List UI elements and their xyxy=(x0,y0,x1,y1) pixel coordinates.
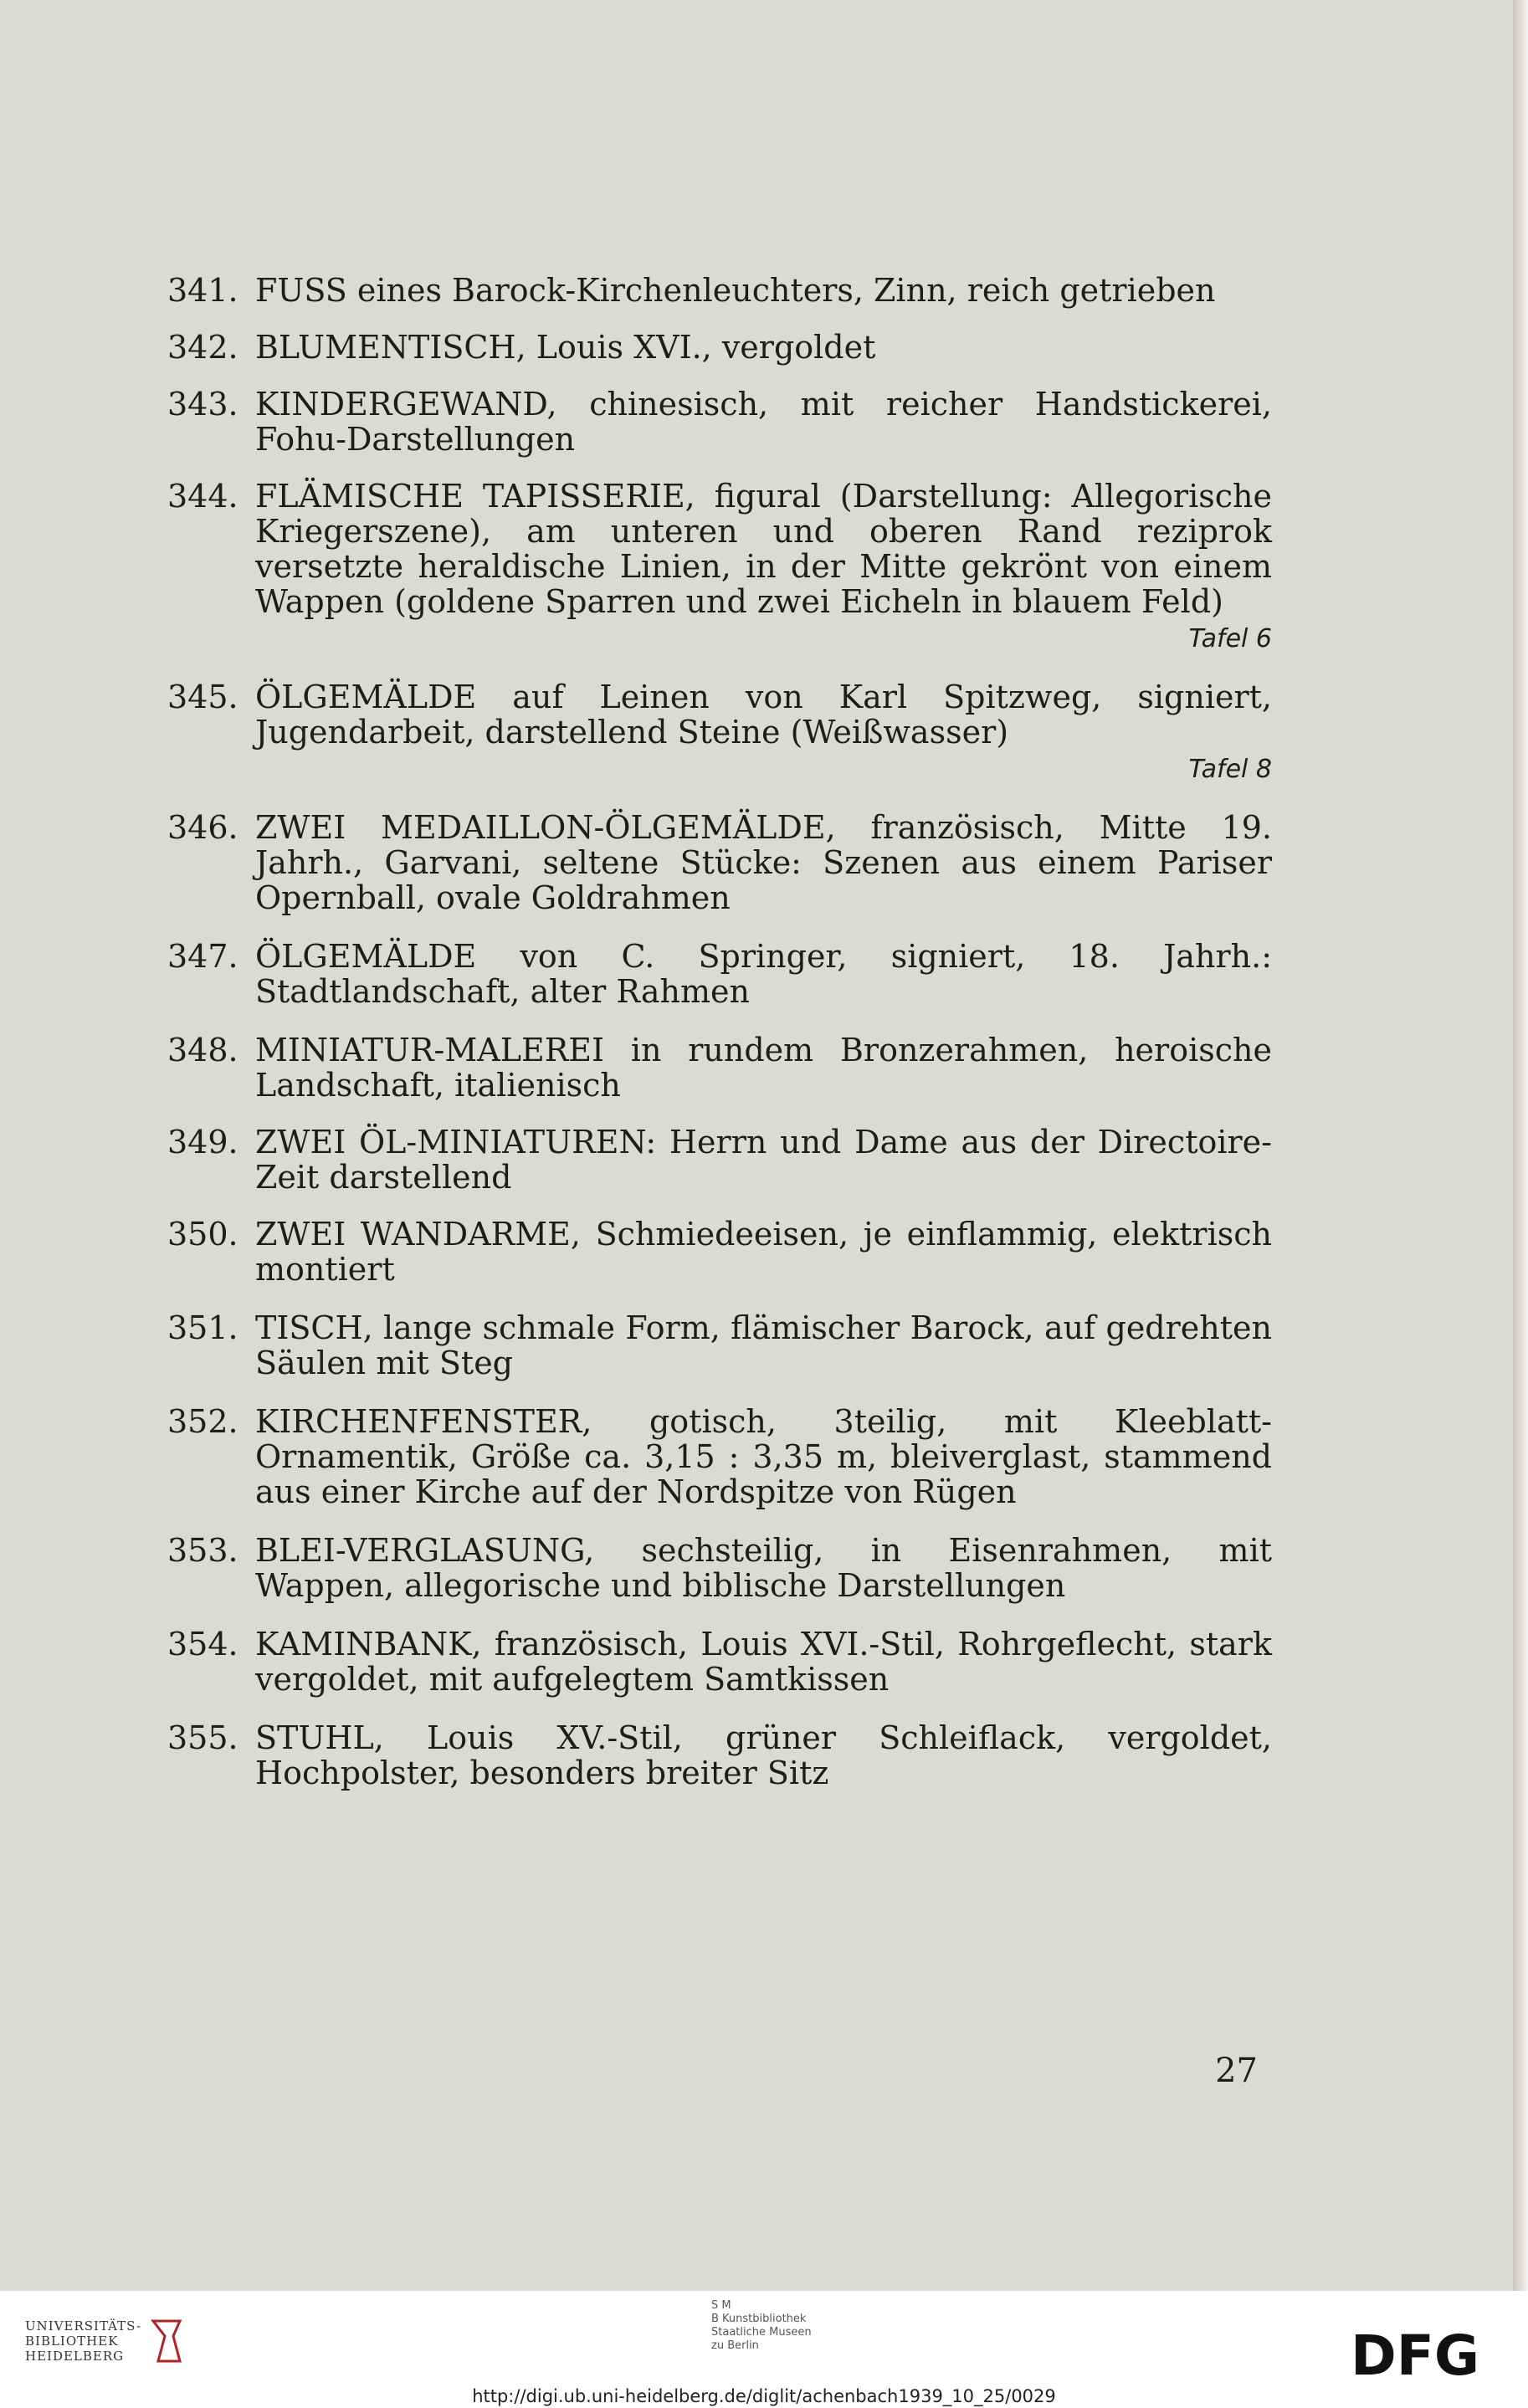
catalog-entry xyxy=(167,1627,1272,1697)
entry-number: 353. xyxy=(167,1532,238,1569)
entry-number: 344. xyxy=(167,478,238,515)
catalog-entry xyxy=(167,387,1272,457)
entry-number: 354. xyxy=(167,1626,238,1663)
entry-description: ZWEI ÖL-MINIATUREN: Herrn und Dame aus der Directoire-Zeit darstellend xyxy=(255,1124,1272,1196)
university-name-line: HEIDELBERG xyxy=(25,2349,125,2364)
plate-reference: Tafel 8 xyxy=(1188,755,1272,784)
entry-number: 351. xyxy=(167,1309,238,1346)
catalog-entry xyxy=(167,1404,1272,1509)
catalog-entries xyxy=(167,251,1272,1791)
entry-number: 348. xyxy=(167,1032,238,1068)
dfg-logo[interactable] xyxy=(1351,2326,1510,2380)
university-name-line: BIBLIOTHEK xyxy=(25,2334,119,2349)
university-name-line: UNIVERSITÄTS- xyxy=(25,2318,142,2334)
viewer-footer xyxy=(0,2291,1528,2408)
stamp-line: S M xyxy=(711,2299,731,2312)
entry-description: ZWEI MEDAILLON-ÖLGEMÄLDE, französisch, Mitte 19. Jahrh., Garvani, seltene Stücke: Szenen aus einem Pariser Opernball, ovale Goldrahmen xyxy=(255,809,1272,916)
university-library-name xyxy=(25,2318,141,2364)
catalog-entry xyxy=(167,330,1272,365)
entry-description: KINDERGEWAND, chinesisch, mit reicher Handstickerei, Fohu-Darstellungen xyxy=(255,386,1272,458)
catalog-entry xyxy=(167,273,1272,308)
page-number: 27 xyxy=(1215,2052,1258,2090)
university-library-logo[interactable] xyxy=(25,2316,185,2366)
entry-number: 342. xyxy=(167,329,238,366)
catalog-entry xyxy=(167,1125,1272,1195)
catalog-entry xyxy=(167,479,1272,656)
entry-description: MINIATUR-MALEREI in rundem Bronzerahmen, heroische Landschaft, italienisch xyxy=(255,1032,1272,1104)
entry-description: BLEI-VERGLASUNG, sechsteilig, in Eisenrahmen, mit Wappen, allegorische und biblische Darstellungen xyxy=(255,1532,1272,1604)
entry-number: 341. xyxy=(167,272,238,309)
entry-description: ÖLGEMÄLDE auf Leinen von Karl Spitzweg, signiert, Jugendarbeit, darstellend Steine (Weißwasser) xyxy=(255,679,1272,751)
entry-description: KIRCHENFENSTER, gotisch, 3teilig, mit Kleeblatt-Ornamentik, Größe ca. 3,15 : 3,35 m, bleiverglast, stammend aus einer Kirche auf der Nordspitze von Rügen xyxy=(255,1403,1272,1510)
entry-description: FLÄMISCHE TAPISSERIE, figural (Darstellung: Allegorische Kriegerszene), am unteren und oberen Rand reziprok versetzte heraldische Linien, in der Mitte gekrönt von einem Wappen (goldene Sparren und zwei Eicheln in blauem Feld) xyxy=(255,478,1272,620)
entry-description: TISCH, lange schmale Form, flämischer Barock, auf gedrehten Säulen mit Steg xyxy=(255,1309,1272,1381)
entry-number: 350. xyxy=(167,1216,238,1253)
plate-reference: Tafel 6 xyxy=(1188,624,1272,653)
catalog-entry xyxy=(167,679,1272,786)
entry-description: ÖLGEMÄLDE von C. Springer, signiert, 18. Jahrh.: Stadtlandschaft, alter Rahmen xyxy=(255,938,1272,1010)
entry-description: STUHL, Louis XV.-Stil, grüner Schleiflack, vergoldet, Hochpolster, besonders breiter Sitz xyxy=(255,1719,1272,1791)
entry-number: 345. xyxy=(167,679,238,715)
stamp-line: B Kunstbibliothek xyxy=(711,2313,807,2325)
entry-description: BLUMENTISCH, Louis XVI., vergoldet xyxy=(255,329,876,366)
stamp-line: zu Berlin xyxy=(711,2339,759,2352)
page-edge xyxy=(1513,0,1528,2291)
entry-number: 347. xyxy=(167,938,238,975)
catalog-entry xyxy=(167,1217,1272,1287)
catalog-entry xyxy=(167,1720,1272,1791)
library-stamp xyxy=(711,2299,812,2353)
catalog-entry xyxy=(167,1310,1272,1381)
catalog-entry xyxy=(167,939,1272,1009)
entry-number: 355. xyxy=(167,1719,238,1756)
entry-description: FUSS eines Barock-Kirchenleuchters, Zinn, reich getrieben xyxy=(255,272,1216,309)
university-emblem-icon xyxy=(148,2316,185,2366)
entry-number: 349. xyxy=(167,1124,238,1160)
entry-description: ZWEI WANDARME, Schmiedeeisen, je einflammig, elektrisch montiert xyxy=(255,1216,1272,1288)
page-url[interactable]: http://digi.ub.uni-heidelberg.de/diglit/achenbach1939_10_25/0029 xyxy=(472,2386,1056,2406)
entry-number: 343. xyxy=(167,386,238,423)
catalog-entry xyxy=(167,1032,1272,1103)
entry-number: 346. xyxy=(167,809,238,846)
entry-description: KAMINBANK, französisch, Louis XVI.-Stil, Rohrgeflecht, stark vergoldet, mit aufgelegtem Samtkissen xyxy=(255,1626,1272,1698)
entry-number: 352. xyxy=(167,1403,238,1440)
dfg-logo-text: DFG xyxy=(1351,2326,1480,2380)
catalog-entry xyxy=(167,810,1272,915)
stamp-line: Staatliche Museen xyxy=(711,2326,812,2339)
catalog-entry xyxy=(167,1533,1272,1603)
